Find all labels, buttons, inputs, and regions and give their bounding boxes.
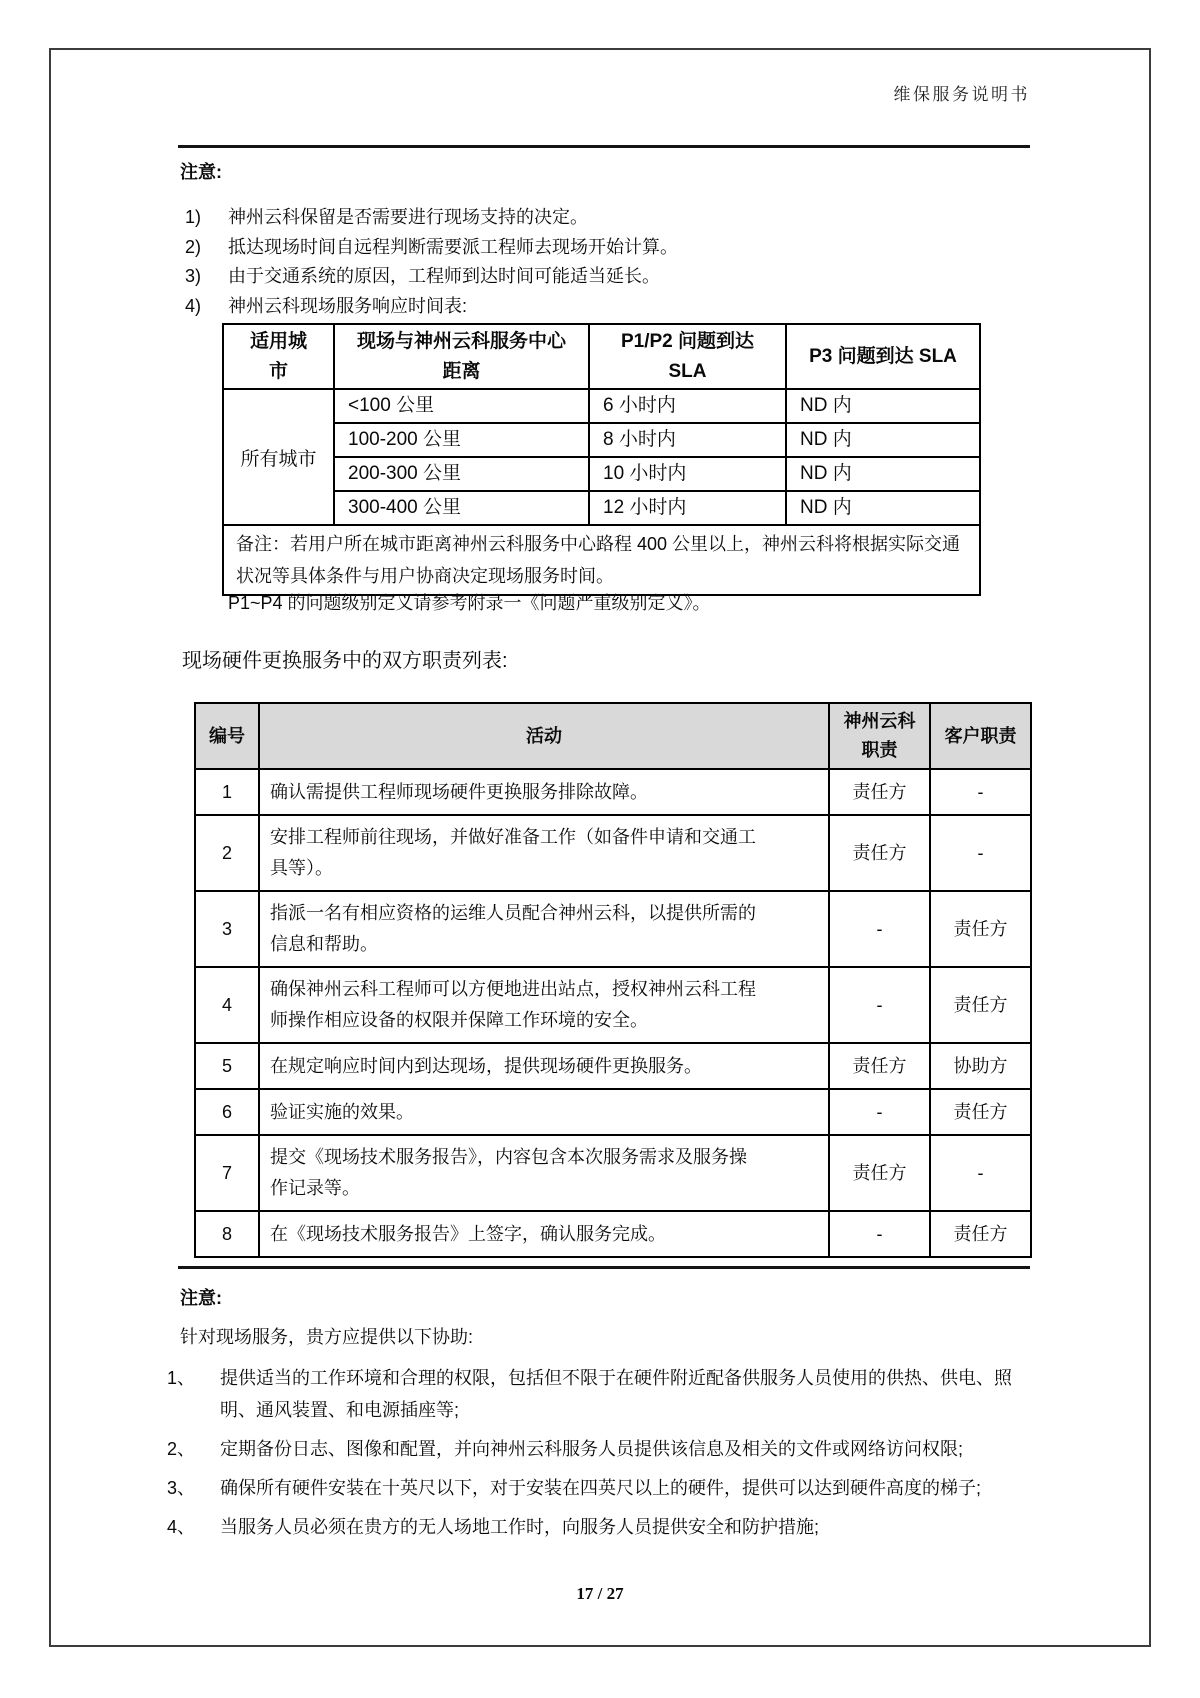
- duty-row: [195, 1043, 1031, 1089]
- duty-row: [195, 769, 1031, 815]
- row-number-cell: 2: [195, 815, 259, 891]
- activity-text: 验证实施的效果。: [270, 1101, 414, 1122]
- p3-sla-cell: ND 内: [786, 423, 980, 457]
- p1p2-sla-cell: 8 小时内: [589, 423, 786, 457]
- page-content: [167, 0, 1030, 1698]
- activity-cell: [259, 891, 829, 967]
- duty-row: [195, 891, 1031, 967]
- header-cell-number: 编号: [195, 703, 259, 769]
- p3-sla-cell: ND 内: [786, 457, 980, 491]
- customer-duty-cell: 责任方: [930, 967, 1031, 1043]
- activity-text: 指派一名有相应资格的运维人员配合神州云科，以提供所需的信息和帮助。: [270, 903, 756, 954]
- activity-cell: [259, 1089, 829, 1135]
- activity-text: 确保神州云科工程师可以方便地进出站点，授权神州云科工程师操作相应设备的权限并保障工作环境的安全。: [270, 979, 756, 1030]
- p1p2-sla-cell: 12 小时内: [589, 491, 786, 525]
- header-cell-city: 适用城市: [223, 324, 334, 389]
- assist-item: [167, 1362, 1043, 1426]
- activity-cell: [259, 1043, 829, 1089]
- p1p2-sla-cell: 6 小时内: [589, 389, 786, 423]
- header-cell-customer-duty: 客户职责: [930, 703, 1031, 769]
- activity-text: 确认需提供工程师现场硬件更换服务排除故障。: [270, 781, 648, 802]
- row-number-cell: 7: [195, 1135, 259, 1211]
- p1p2-sla-cell: 10 小时内: [589, 457, 786, 491]
- vendor-duty-cell: -: [829, 1211, 930, 1257]
- row-number-cell: 6: [195, 1089, 259, 1135]
- notice-item-text: 神州云科现场服务响应时间表:: [228, 295, 467, 316]
- row-number-cell: 4: [195, 967, 259, 1043]
- duty-list-title: 现场硬件更换服务中的双方职责列表:: [182, 650, 508, 672]
- note-label-bottom: 注意:: [180, 1288, 222, 1308]
- notice-item-text: 神州云科保留是否需要进行现场支持的决定。: [228, 207, 588, 227]
- distance-cell: <100 公里: [334, 389, 589, 423]
- notice-item-number: 4): [185, 295, 202, 316]
- header-cell-activity: 活动: [259, 703, 829, 769]
- vendor-duty-cell: -: [829, 891, 930, 967]
- notice-item-number: 2): [185, 236, 202, 257]
- severity-definition-note: P1~P4 的问题级别定义请参考附录一《问题严重级别定义》。: [228, 593, 711, 613]
- duty-row: [195, 815, 1031, 891]
- divider-rule: [178, 1266, 1030, 1269]
- header-cell-p3-sla: P3 问题到达 SLA: [786, 324, 980, 389]
- page-number: 17 / 27: [576, 1584, 624, 1603]
- customer-duty-cell: 责任方: [930, 1089, 1031, 1135]
- row-number-cell: 1: [195, 769, 259, 815]
- assist-item-number: 2、: [167, 1439, 196, 1459]
- vendor-duty-cell: -: [829, 1089, 930, 1135]
- notice-item-number: 3): [185, 266, 202, 287]
- assist-item: [167, 1472, 1043, 1504]
- duty-row: [195, 967, 1031, 1043]
- customer-duty-cell: -: [930, 769, 1031, 815]
- notice-item-number: 1): [185, 207, 202, 227]
- distance-cell: 200-300 公里: [334, 457, 589, 491]
- notice-item: [185, 233, 1030, 263]
- assist-item-number: 4、: [167, 1517, 196, 1537]
- vendor-duty-cell: 责任方: [829, 1135, 930, 1211]
- assist-item-text: 提供适当的工作环境和合理的权限，包括但不限于在硬件附近配备供服务人员使用的供热、供电、照明、通风装置、和电源插座等;: [220, 1368, 1012, 1420]
- remark-cell: 备注：若用户所在城市距离神州云科服务中心路程 400 公里以上，神州云科将根据实际交通状况等具体条件与用户协商决定现场服务时间。: [223, 525, 980, 595]
- note-label-top: 注意:: [180, 162, 222, 182]
- header-cell-vendor-duty: 神州云科职责: [829, 703, 930, 769]
- notice-list-top: [185, 203, 1030, 321]
- customer-duty-cell: 协助方: [930, 1043, 1031, 1089]
- duty-table-header-row: [195, 703, 1031, 769]
- assist-item-text: 当服务人员必须在贵方的无人场地工作时，向服务人员提供安全和防护措施;: [220, 1517, 819, 1537]
- city-cell: 所有城市: [223, 389, 334, 525]
- remark-row: [223, 525, 980, 595]
- activity-cell: [259, 815, 829, 891]
- assist-item-text: 确保所有硬件安装在十英尺以下，对于安装在四英尺以上的硬件，提供可以达到硬件高度的梯子;: [220, 1478, 981, 1498]
- assist-list: [167, 1362, 1043, 1550]
- duty-row: [195, 1089, 1031, 1135]
- assist-item-text: 定期备份日志、图像和配置，并向神州云科服务人员提供该信息及相关的文件或网络访问权限;: [220, 1439, 963, 1459]
- header-cell-p1p2-sla: P1/P2 问题到达 SLA: [589, 324, 786, 389]
- notice-item-text: 抵达现场时间自远程判断需要派工程师去现场开始计算。: [228, 236, 678, 257]
- doc-header-title: 维保服务说明书: [893, 85, 1030, 104]
- activity-cell: [259, 1135, 829, 1211]
- customer-duty-cell: -: [930, 815, 1031, 891]
- assist-item: [167, 1511, 1043, 1543]
- distance-cell: 300-400 公里: [334, 491, 589, 525]
- notice-item: [185, 203, 1030, 233]
- vendor-duty-cell: 责任方: [829, 815, 930, 891]
- activity-cell: [259, 967, 829, 1043]
- customer-duty-cell: 责任方: [930, 891, 1031, 967]
- activity-text: 安排工程师前往现场，并做好准备工作（如备件申请和交通工具等）。: [270, 827, 756, 878]
- table-row: [223, 389, 980, 423]
- vendor-duty-cell: -: [829, 967, 930, 1043]
- header-cell-distance: 现场与神州云科服务中心距离: [334, 324, 589, 389]
- notice-item: [185, 262, 1030, 292]
- duty-row: [195, 1211, 1031, 1257]
- distance-cell: 100-200 公里: [334, 423, 589, 457]
- customer-duty-cell: 责任方: [930, 1211, 1031, 1257]
- activity-text: 在《现场技术服务报告》上签字，确认服务完成。: [270, 1223, 666, 1244]
- assist-intro: 针对现场服务，贵方应提供以下协助:: [180, 1327, 473, 1347]
- activity-text: 提交《现场技术服务报告》，内容包含本次服务需求及服务操作记录等。: [270, 1147, 747, 1198]
- duty-row: [195, 1135, 1031, 1211]
- activity-text: 在规定响应时间内到达现场，提供现场硬件更换服务。: [270, 1055, 702, 1076]
- assist-item-number: 1、: [167, 1368, 196, 1388]
- table-row: [223, 423, 980, 457]
- activity-cell: [259, 769, 829, 815]
- row-number-cell: 3: [195, 891, 259, 967]
- p3-sla-cell: ND 内: [786, 389, 980, 423]
- response-time-table: [222, 323, 981, 596]
- assist-item: [167, 1433, 1043, 1465]
- notice-item: [185, 292, 1030, 322]
- header-rule: [178, 145, 1030, 148]
- activity-cell: [259, 1211, 829, 1257]
- customer-duty-cell: -: [930, 1135, 1031, 1211]
- assist-item-number: 3、: [167, 1478, 196, 1498]
- table-row: [223, 457, 980, 491]
- vendor-duty-cell: 责任方: [829, 769, 930, 815]
- row-number-cell: 5: [195, 1043, 259, 1089]
- table-row: [223, 491, 980, 525]
- p3-sla-cell: ND 内: [786, 491, 980, 525]
- vendor-duty-cell: 责任方: [829, 1043, 930, 1089]
- table-header-row: [223, 324, 980, 389]
- notice-item-text: 由于交通系统的原因，工程师到达时间可能适当延长。: [228, 266, 660, 287]
- row-number-cell: 8: [195, 1211, 259, 1257]
- duty-table: [194, 702, 1032, 1258]
